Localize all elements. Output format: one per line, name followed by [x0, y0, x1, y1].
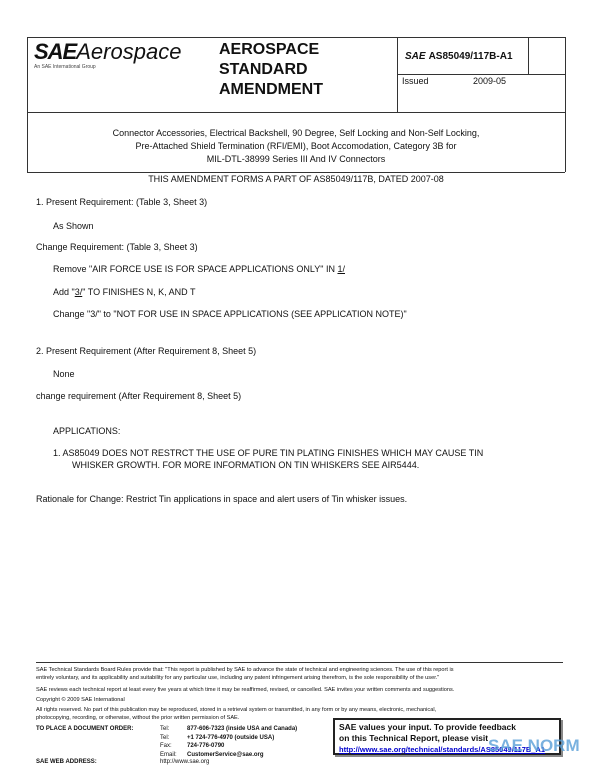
application-note-line2: WHISKER GROWTH. FOR MORE INFORMATION ON TIN WHISKERS SEE AIR5444.: [72, 460, 420, 470]
box-border: [27, 37, 565, 38]
contact-list: Tel: 877-606-7323 (inside USA and Canada) Tel: +1 724-776-4970 (outside USA) Fax: 724-776-0790 Email: CustomerService@sae.org: [160, 726, 298, 758]
document-description: Connector Accessories, Electrical Backshell, 90 Degree, Self Locking and Non-Self Locking, Pre-Attached Shield Termination (RFI/EMI), Boot Accomodation, Category 3B for MIL-DTL-38999 Series III And IV Connectors: [112, 128, 480, 164]
copyright: Copyright © 2009 SAE International: [36, 697, 125, 703]
footer-rule: [36, 662, 563, 663]
doc-type-title: AEROSPACE STANDARD AMENDMENT: [219, 41, 323, 98]
present-requirement-2: 2. Present Requirement (After Requirement 8, Sheet 5): [36, 346, 257, 356]
box-border: [565, 37, 566, 172]
issued-label: Issued: [402, 76, 429, 86]
box-border: [397, 74, 565, 75]
feedback-box: SAE values your input. To provide feedback on this Technical Report, please visit http://www.sae.org/technical/standards/AS85049/117B_A1: [333, 718, 561, 755]
applications-heading: APPLICATIONS:: [53, 426, 121, 436]
box-border: [27, 112, 565, 113]
box-border: [528, 37, 529, 74]
order-label: TO PLACE A DOCUMENT ORDER:: [36, 726, 134, 732]
change-requirement-1: Change Requirement: (Table 3, Sheet 3): [36, 242, 198, 252]
rationale: Rationale for Change: Restrict Tin applications in space and alert users of Tin whisker issues.: [36, 494, 408, 504]
box-border: [27, 172, 565, 173]
present-requirement-1: 1. Present Requirement: (Table 3, Sheet 3): [36, 197, 208, 207]
feedback-link[interactable]: http://www.sae.org/technical/standards/AS85049/117B_A1: [339, 745, 546, 754]
none-text: None: [53, 369, 75, 379]
amendment-note: THIS AMENDMENT FORMS A PART OF AS85049/117B, DATED 2007-08: [148, 174, 444, 184]
as-shown: As Shown: [53, 221, 94, 231]
add-line: Add "3/" TO FINISHES N, K, AND T: [53, 287, 196, 297]
rules-text: SAE Technical Standards Board Rules provide that: "This report is published by SAE to advance the state of technical and engineering sciences. The use of this report is entirely voluntary, and its applicability and suitability for any particular use, including any patent infringement arising therefrom, is the sole responsibility of the user.": [36, 667, 454, 681]
change-requirement-2: change requirement (After Requirement 8, Sheet 5): [36, 391, 242, 401]
web-address[interactable]: http://www.sae.org: [160, 759, 210, 765]
watermark-logo: SAE NORM: [488, 736, 580, 755]
doc-number: SAE AS85049/117B-A1: [405, 51, 513, 62]
sae-aerospace-logo: SAEAerospace: [34, 39, 182, 64]
logo-subtitle: An SAE International Group: [34, 64, 96, 70]
issued-date: 2009-05: [473, 76, 507, 86]
rights-text: All rights reserved. No part of this publication may be reproduced, stored in a retrieval system or transmitted, in any form or by any means, electronic, mechanical, photocopying, recording, or otherwise, without the prior written permission of SAE.: [36, 707, 437, 721]
remove-line: Remove "AIR FORCE USE IS FOR SPACE APPLICATIONS ONLY" IN 1/: [53, 264, 345, 274]
web-label: SAE WEB ADDRESS:: [36, 759, 97, 765]
change-line: Change "3/" to "NOT FOR USE IN SPACE APPLICATIONS (SEE APPLICATION NOTE)": [53, 309, 407, 319]
review-text: SAE reviews each technical report at least every five years at which time it may be reaffirmed, revised, or cancelled. SAE invites your written comments and suggestions.: [36, 687, 455, 693]
application-note-line1: 1. AS85049 DOES NOT RESTRCT THE USE OF PURE TIN PLATING FINISHES WHICH MAY CAUSE TIN: [53, 448, 484, 458]
